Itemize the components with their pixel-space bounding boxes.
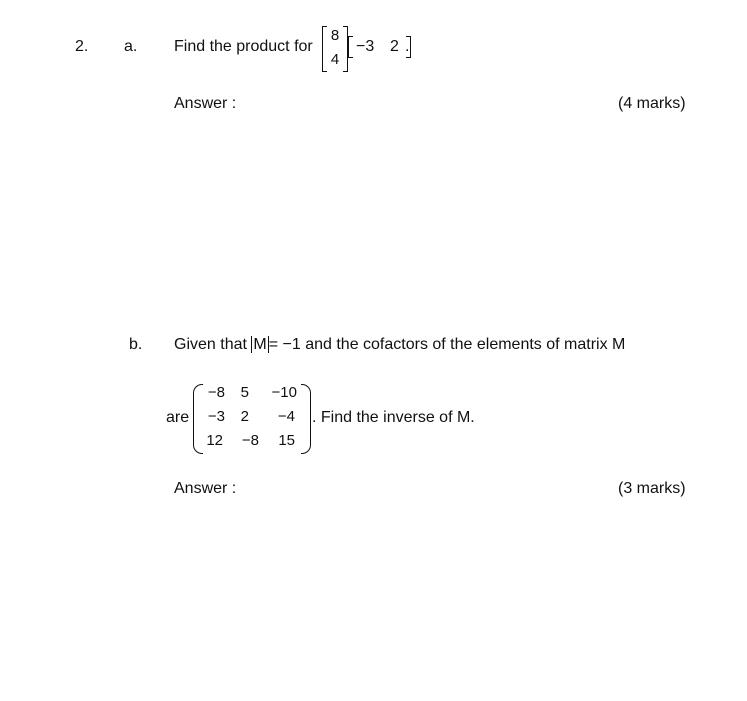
find-inverse-text: . Find the inverse of M. xyxy=(312,409,475,426)
marks-a: (4 marks) xyxy=(618,95,686,112)
cofactor-text: and the cofactors of the elements of matrix M xyxy=(305,336,626,353)
left-bracket xyxy=(348,36,353,58)
cofactor-r3c2: −8 xyxy=(241,432,259,449)
cofactor-r2c3: −4 xyxy=(277,408,295,425)
determinant-value: = −1 xyxy=(268,336,301,353)
right-paren xyxy=(301,384,311,454)
are-word: are xyxy=(166,409,190,426)
cofactor-r2c1: −3 xyxy=(207,408,225,425)
cofactor-r1c3: −10 xyxy=(271,384,297,401)
cofactor-r1c1: −8 xyxy=(207,384,225,401)
row-matrix-entry-1: −3 xyxy=(356,38,375,55)
answer-label-b: Answer : xyxy=(174,480,237,497)
part-a-period: . xyxy=(405,38,410,55)
given-text: Given that xyxy=(174,336,247,353)
determinant-symbol: M xyxy=(253,336,267,353)
column-matrix-entry-2: 4 xyxy=(330,51,340,68)
cofactor-r3c3: 15 xyxy=(278,432,295,449)
part-a-label: a. xyxy=(124,38,138,55)
cofactor-matrix xyxy=(193,382,311,454)
cofactor-r2c2: 2 xyxy=(240,408,249,425)
cofactor-r1c2: 5 xyxy=(240,384,249,401)
part-a-prompt: Find the product for xyxy=(174,38,313,55)
column-matrix-entry-1: 8 xyxy=(330,27,340,44)
part-b-statement xyxy=(174,336,625,354)
marks-b: (3 marks) xyxy=(618,480,686,497)
column-matrix xyxy=(322,26,348,72)
question-number: 2. xyxy=(75,38,89,55)
part-b-label: b. xyxy=(129,336,143,353)
cofactor-r3c1: 12 xyxy=(206,432,223,449)
row-matrix-entry-2: 2 xyxy=(390,38,399,55)
answer-label-a: Answer : xyxy=(174,95,237,112)
